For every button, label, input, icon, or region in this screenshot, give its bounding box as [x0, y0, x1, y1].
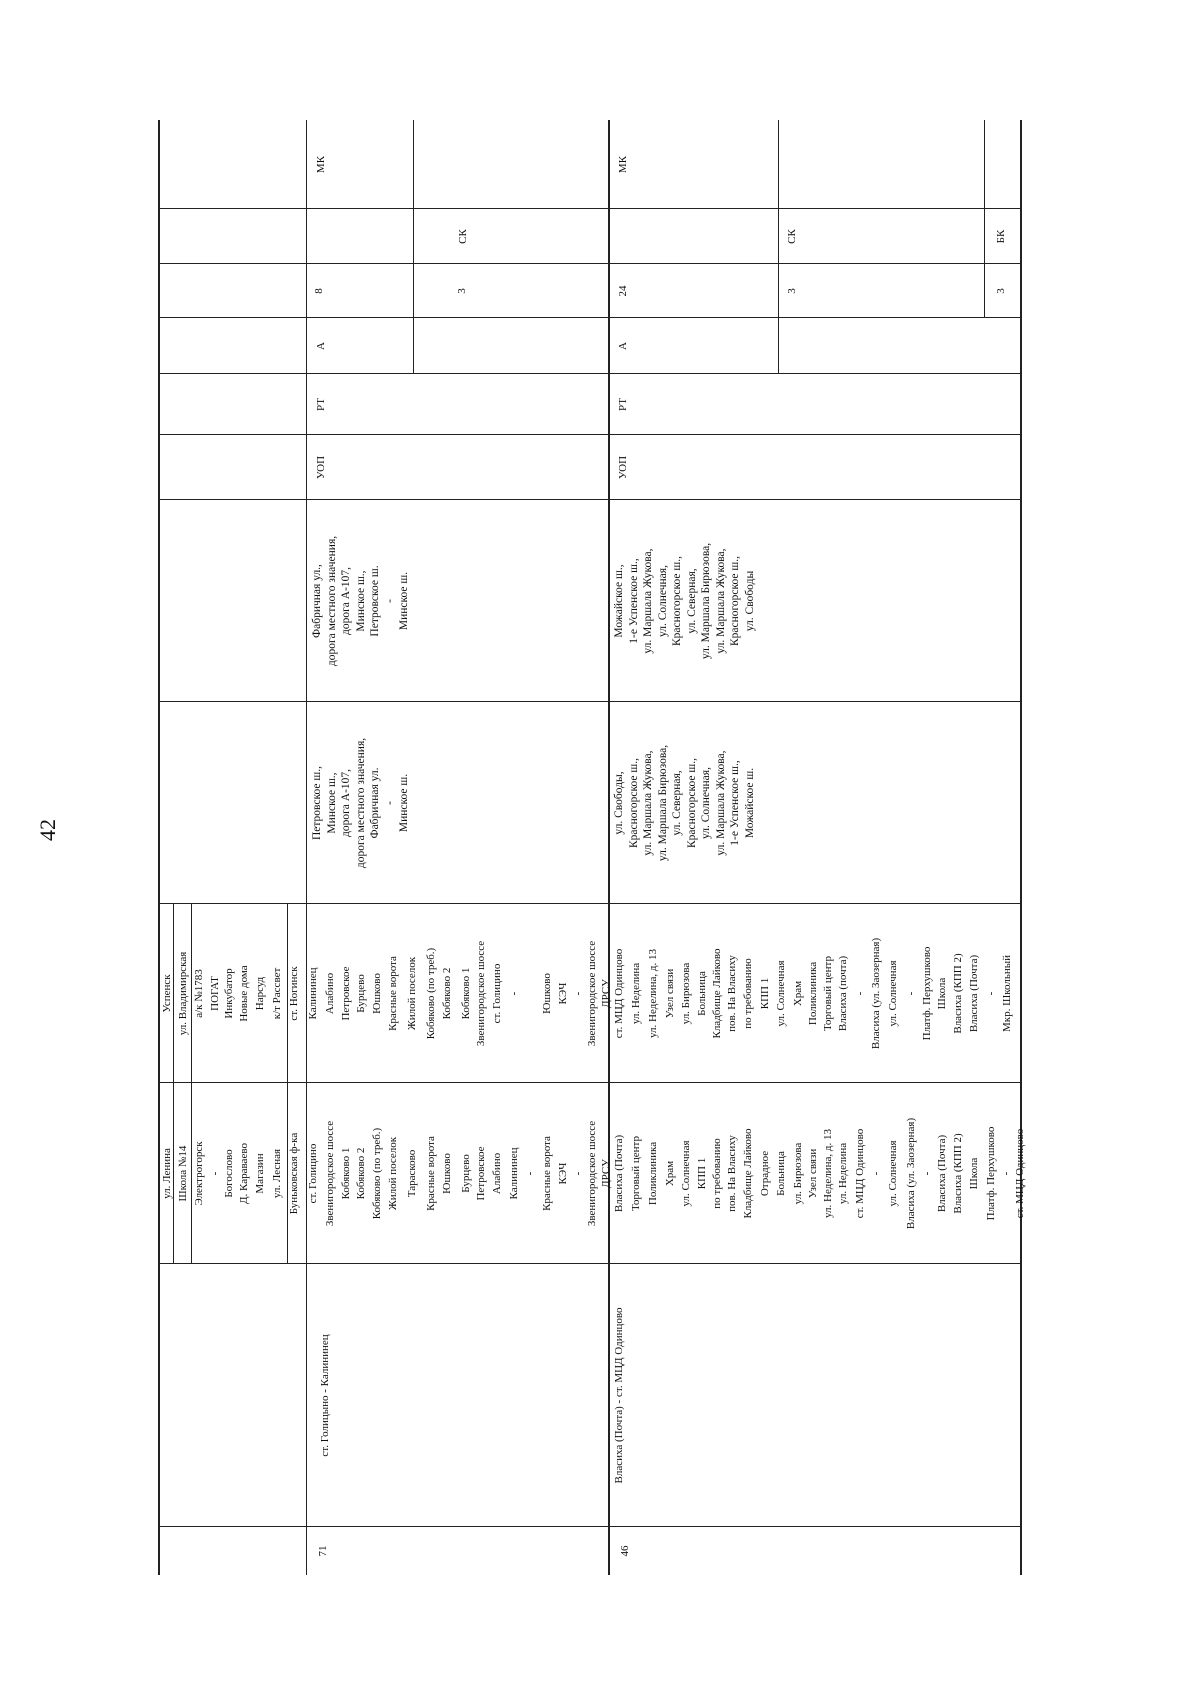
stop: - [870, 1171, 882, 1176]
stop: Бурцево [460, 1154, 472, 1193]
stop: Красные ворота [387, 956, 399, 1031]
route-71-fare: РТ [315, 398, 327, 411]
route-46-vehicle-class-2: СК [786, 229, 798, 244]
route-71-vehicle-class-1: МК [315, 155, 327, 174]
stop: - [572, 991, 584, 996]
stop: Кладбище Лайково [711, 948, 723, 1039]
stop: ДРСУ [600, 1159, 612, 1188]
stop: КПП 1 [696, 1157, 708, 1190]
stop: Власиха (КПП 2) [952, 953, 964, 1034]
table-border-bottom [1020, 120, 1022, 1575]
stop: - [921, 1171, 933, 1176]
stop: Мкр. Школьный [1001, 954, 1013, 1033]
stop: Буньковская ф-ка [288, 1132, 300, 1215]
stop: Бурцево [355, 974, 367, 1013]
stop: Кобяково (по треб.) [371, 1127, 383, 1220]
col-divider-10 [158, 263, 1020, 264]
col-divider-7 [158, 434, 1020, 435]
stop: Узел связи [664, 968, 676, 1019]
stop: Звенигородское шоссе [324, 1120, 336, 1227]
stop: Больница [775, 1151, 787, 1196]
stop: Торговый центр [630, 1136, 642, 1211]
stop: Кобяково (по треб.) [425, 947, 437, 1040]
stop: Храм [664, 1160, 676, 1187]
stop: ул. Солнечная [887, 1140, 899, 1207]
stop: Школа [936, 977, 948, 1010]
route-46-fare: РТ [617, 398, 629, 411]
table-border-top [158, 120, 160, 1575]
stop: по требованию [742, 958, 754, 1029]
stop: Инкубатор [223, 968, 235, 1019]
stop: - [572, 1171, 584, 1176]
stop: ст. Ногинск [288, 966, 300, 1021]
vehicle-line-46a [778, 120, 779, 374]
col-divider-5 [158, 701, 1020, 702]
stop: Звенигородское шоссе [475, 940, 487, 1047]
stop: Д. Караваево [238, 1143, 250, 1204]
col-divider-1 [158, 1526, 1020, 1527]
stop: ул. Неделина, д. 13 [647, 949, 659, 1038]
col-divider-9 [158, 317, 1020, 318]
stop: Узел связи [807, 1148, 819, 1199]
stop: пов. На Власиху [726, 955, 738, 1032]
stop: ст. МЦД Одинцово [1014, 1128, 1026, 1219]
col-divider-6 [158, 499, 1020, 500]
stop: Школа №14 [177, 1145, 189, 1202]
stop: Калининец [508, 1147, 520, 1200]
route-71-number: 71 [317, 1545, 329, 1557]
stop: - [1000, 1171, 1012, 1176]
stop: ст. Голицино [307, 1143, 319, 1204]
stop: - [905, 991, 917, 996]
stop: Кладбище Лайково [742, 1128, 754, 1219]
stop: КПП 1 [759, 977, 771, 1010]
stop: - [209, 1171, 221, 1176]
stop: ст. Голицино [491, 963, 503, 1024]
stop: ул. Бирюзова [792, 1142, 804, 1205]
stop: ул. Солнечная [775, 960, 787, 1027]
route-46-vehicle-count-3: 3 [995, 288, 1007, 294]
route-46-vehicle-count-2: 3 [786, 288, 798, 294]
stop: - [508, 991, 520, 996]
stop: Поликлиника [647, 1141, 659, 1206]
stop: Власиха (ул. Заозерная) [870, 937, 882, 1050]
stop: ул. Неделина, д. 13 [822, 1129, 834, 1218]
stop: Электрогорск [193, 1141, 205, 1206]
stop: КЭЧ [557, 982, 569, 1005]
stop: а/к №1783 [193, 969, 205, 1018]
stop: Поликлиника [807, 961, 819, 1026]
stop: Кобяково 1 [340, 1147, 352, 1200]
stop: Власиха (Почта) [968, 954, 980, 1033]
stop: Новые дома [238, 965, 250, 1022]
stop: - [854, 991, 866, 996]
route-46-vehicle-count-1: 24 [617, 285, 629, 297]
col-divider-11 [158, 208, 1020, 209]
stop: Платф. Перхушково [985, 1126, 997, 1221]
stop: - [524, 1171, 536, 1176]
stop: Власиха (ул. Заозерная) [905, 1117, 917, 1230]
stop: Больница [696, 971, 708, 1016]
route-71-roads-backward: Фабричная ул., дорога местного значения, дорога А-107, Минское ш., Петровское ш. - Минское ш. [311, 535, 410, 667]
col-divider-8 [158, 373, 1020, 374]
stop: ПОГАТ [209, 976, 221, 1011]
vehicle-line-71 [413, 120, 414, 374]
route-71-vehicle-count-1: 8 [313, 288, 325, 294]
page-number: 42 [35, 819, 60, 841]
stop: ул. Неделина [837, 1142, 849, 1205]
route-46-roads-forward: ул. Свободы, Красногорское ш., ул. Маршала Жукова, ул. Маршала Бирюзова, ул. Северная, Красногорское ш., ул. Солнечная, ул. Маршала Жукова, 1-е Успенское ш., Можайское ш. [613, 744, 756, 862]
route-46-top-line [608, 120, 610, 1575]
stop: Нарсуд [254, 976, 266, 1011]
stop: Петровское [475, 1146, 487, 1201]
stop: ул. Владимирская [177, 951, 189, 1036]
stop: ул. Лесная [271, 1148, 283, 1199]
stop: КЭЧ [557, 1162, 569, 1185]
route-71-top-line [306, 120, 307, 1575]
stop: Юшково [541, 973, 553, 1014]
stop: ул. Бирюзова [680, 962, 692, 1025]
stop: Тарасково [406, 1149, 418, 1198]
stop: Отрадное [759, 1150, 771, 1197]
stop: Школа [968, 1157, 980, 1190]
route-46-roads-backward: Можайское ш., 1-е Успенское ш., ул. Маршала Жукова, ул. Солнечная, Красногорское ш., ул. Северная, ул. Маршала Бирюзова, ул. Маршала Жукова, Красногорское ш., ул. Свободы [613, 542, 756, 660]
stop: Магазин [254, 1153, 266, 1194]
stop: Калининец [307, 967, 319, 1020]
stop: Жилой поселок [387, 1136, 399, 1211]
route-71-vehicle-class-2: СК [457, 229, 469, 244]
route-46-vehicle-class-1: МК [617, 155, 629, 174]
stop: Платф. Перхушково [921, 946, 933, 1041]
stop: Торговый центр [822, 956, 834, 1031]
stop: Власиха (Почта) [936, 1134, 948, 1213]
stop: Алабино [324, 972, 336, 1015]
route-46-vehicle-type: А [617, 342, 629, 350]
stop: Власиха (Почта) [613, 1134, 625, 1213]
stop: Юшково [441, 1153, 453, 1194]
route-71-roads-forward: Петровское ш., Минское ш., дорога А-107, дорога местного значения, Фабричная ул. - Минское ш. [311, 737, 410, 869]
stop: Кобяково 2 [355, 1147, 367, 1200]
stop: - [985, 991, 997, 996]
stop: ст. МЦД Одинцово [854, 1128, 866, 1219]
route-71-name: ст. Голицыно - Калининец [319, 1334, 331, 1457]
stop: Власиха (КПП 2) [952, 1133, 964, 1214]
stop: Успенск [161, 974, 173, 1013]
routes-table [158, 120, 1103, 1575]
stop: Петровское [340, 966, 352, 1021]
stop: Храм [792, 980, 804, 1007]
stop: Юшково [371, 973, 383, 1014]
stop: ДРСУ [600, 979, 612, 1008]
stop: Красные ворота [425, 1136, 437, 1211]
route-46-number: 46 [619, 1545, 631, 1557]
stop: пов. На Власиху [726, 1135, 738, 1212]
route-71-vehicle-type: А [315, 342, 327, 350]
stop: Богослово [223, 1149, 235, 1198]
stop: ст. МЦД Одинцово [613, 948, 625, 1039]
stop: Звенигородское шоссе [586, 1120, 598, 1227]
stop: Кобяково 2 [441, 967, 453, 1020]
route-71-vehicle-count-2: 3 [456, 288, 468, 294]
vehicle-line-46b [984, 120, 985, 318]
route-46-vehicle-class-3: БК [995, 229, 1007, 244]
stop: Звенигородское шоссе [586, 940, 598, 1047]
stop: Кобяково 1 [460, 967, 472, 1020]
route-46-name: Власиха (Почта) - ст. МЦД Одинцово [613, 1307, 625, 1484]
stop: к/т Рассвет [271, 967, 283, 1020]
stop: Красные ворота [541, 1136, 553, 1211]
stop: ул. Солнечная [680, 1140, 692, 1207]
stop: по требованию [711, 1138, 723, 1209]
route-46-order: УОП [617, 455, 629, 480]
stop: ул. Неделина [630, 962, 642, 1025]
route-71-order: УОП [315, 455, 327, 480]
stop: ул. Ленина [161, 1148, 173, 1199]
stop: ул. Солнечная [887, 960, 899, 1027]
stop: Алабино [491, 1152, 503, 1195]
stop: Жилой поселок [406, 956, 418, 1031]
stop: Власиха (почта) [837, 955, 849, 1032]
